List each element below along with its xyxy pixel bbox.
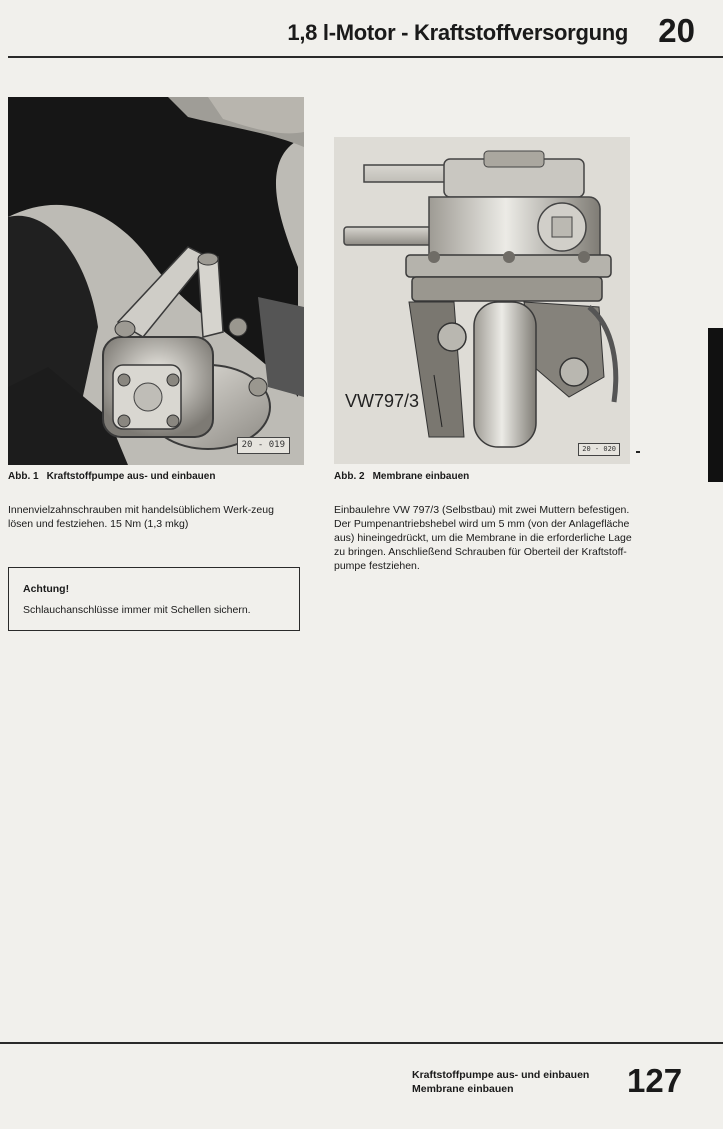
figure-2-code: 20 - 020 bbox=[578, 443, 620, 456]
figure-1-code: 20 - 019 bbox=[237, 437, 290, 454]
print-mark bbox=[636, 451, 640, 453]
warning-box bbox=[8, 567, 300, 631]
fuel-pump-engine-illustration bbox=[8, 97, 304, 465]
chapter-number: 20 bbox=[658, 12, 695, 49]
chapter-tab-marker bbox=[708, 328, 723, 482]
footer-topic-1: Kraftstoffpumpe aus- und einbauen bbox=[412, 1069, 590, 1081]
page-title: 1,8 l-Motor - Kraftstoffversorgung bbox=[287, 20, 628, 45]
figure-2-caption bbox=[334, 471, 469, 482]
figure-2-instructions: Einbaulehre VW 797/3 (Selbstbau) mit zwei Muttern befestigen. Der Pumpenantriebshebel wird um 5 mm (von der Anlagefläche aus) hineingedrückt, um die Membrane in die erforderliche Lage zu bringen. Anschließend Schrauben für Oberteil der Kraftstoff-pumpe festziehen. bbox=[334, 504, 632, 572]
figure-1-photo bbox=[8, 97, 304, 465]
tool-label: VW797/3 bbox=[345, 391, 420, 411]
figure-1-instructions: Innenvielzahnschrauben mit handelsüblichem Werk-zeug lösen und festziehen. 15 Nm (1,3 mkg) bbox=[8, 504, 274, 530]
figure-1-number: Abb. 1 bbox=[8, 471, 39, 482]
footer-rule bbox=[0, 1042, 723, 1044]
figure-2-number: Abb. 2 bbox=[334, 471, 365, 482]
page-number: 127 bbox=[627, 1062, 683, 1099]
figure-1-caption-text: Kraftstoffpumpe aus- und einbauen bbox=[46, 471, 216, 482]
header-rule bbox=[8, 56, 723, 58]
figure-2-caption-text: Membrane einbauen bbox=[372, 471, 470, 482]
membrane-pump-illustration bbox=[334, 137, 630, 464]
figure-2-photo bbox=[334, 137, 630, 464]
warning-text: Schlauchanschlüsse immer mit Schellen sichern. bbox=[23, 604, 251, 616]
figure-1-caption bbox=[8, 471, 215, 482]
footer-topic-2: Membrane einbauen bbox=[412, 1083, 514, 1095]
warning-title: Achtung! bbox=[23, 583, 70, 595]
